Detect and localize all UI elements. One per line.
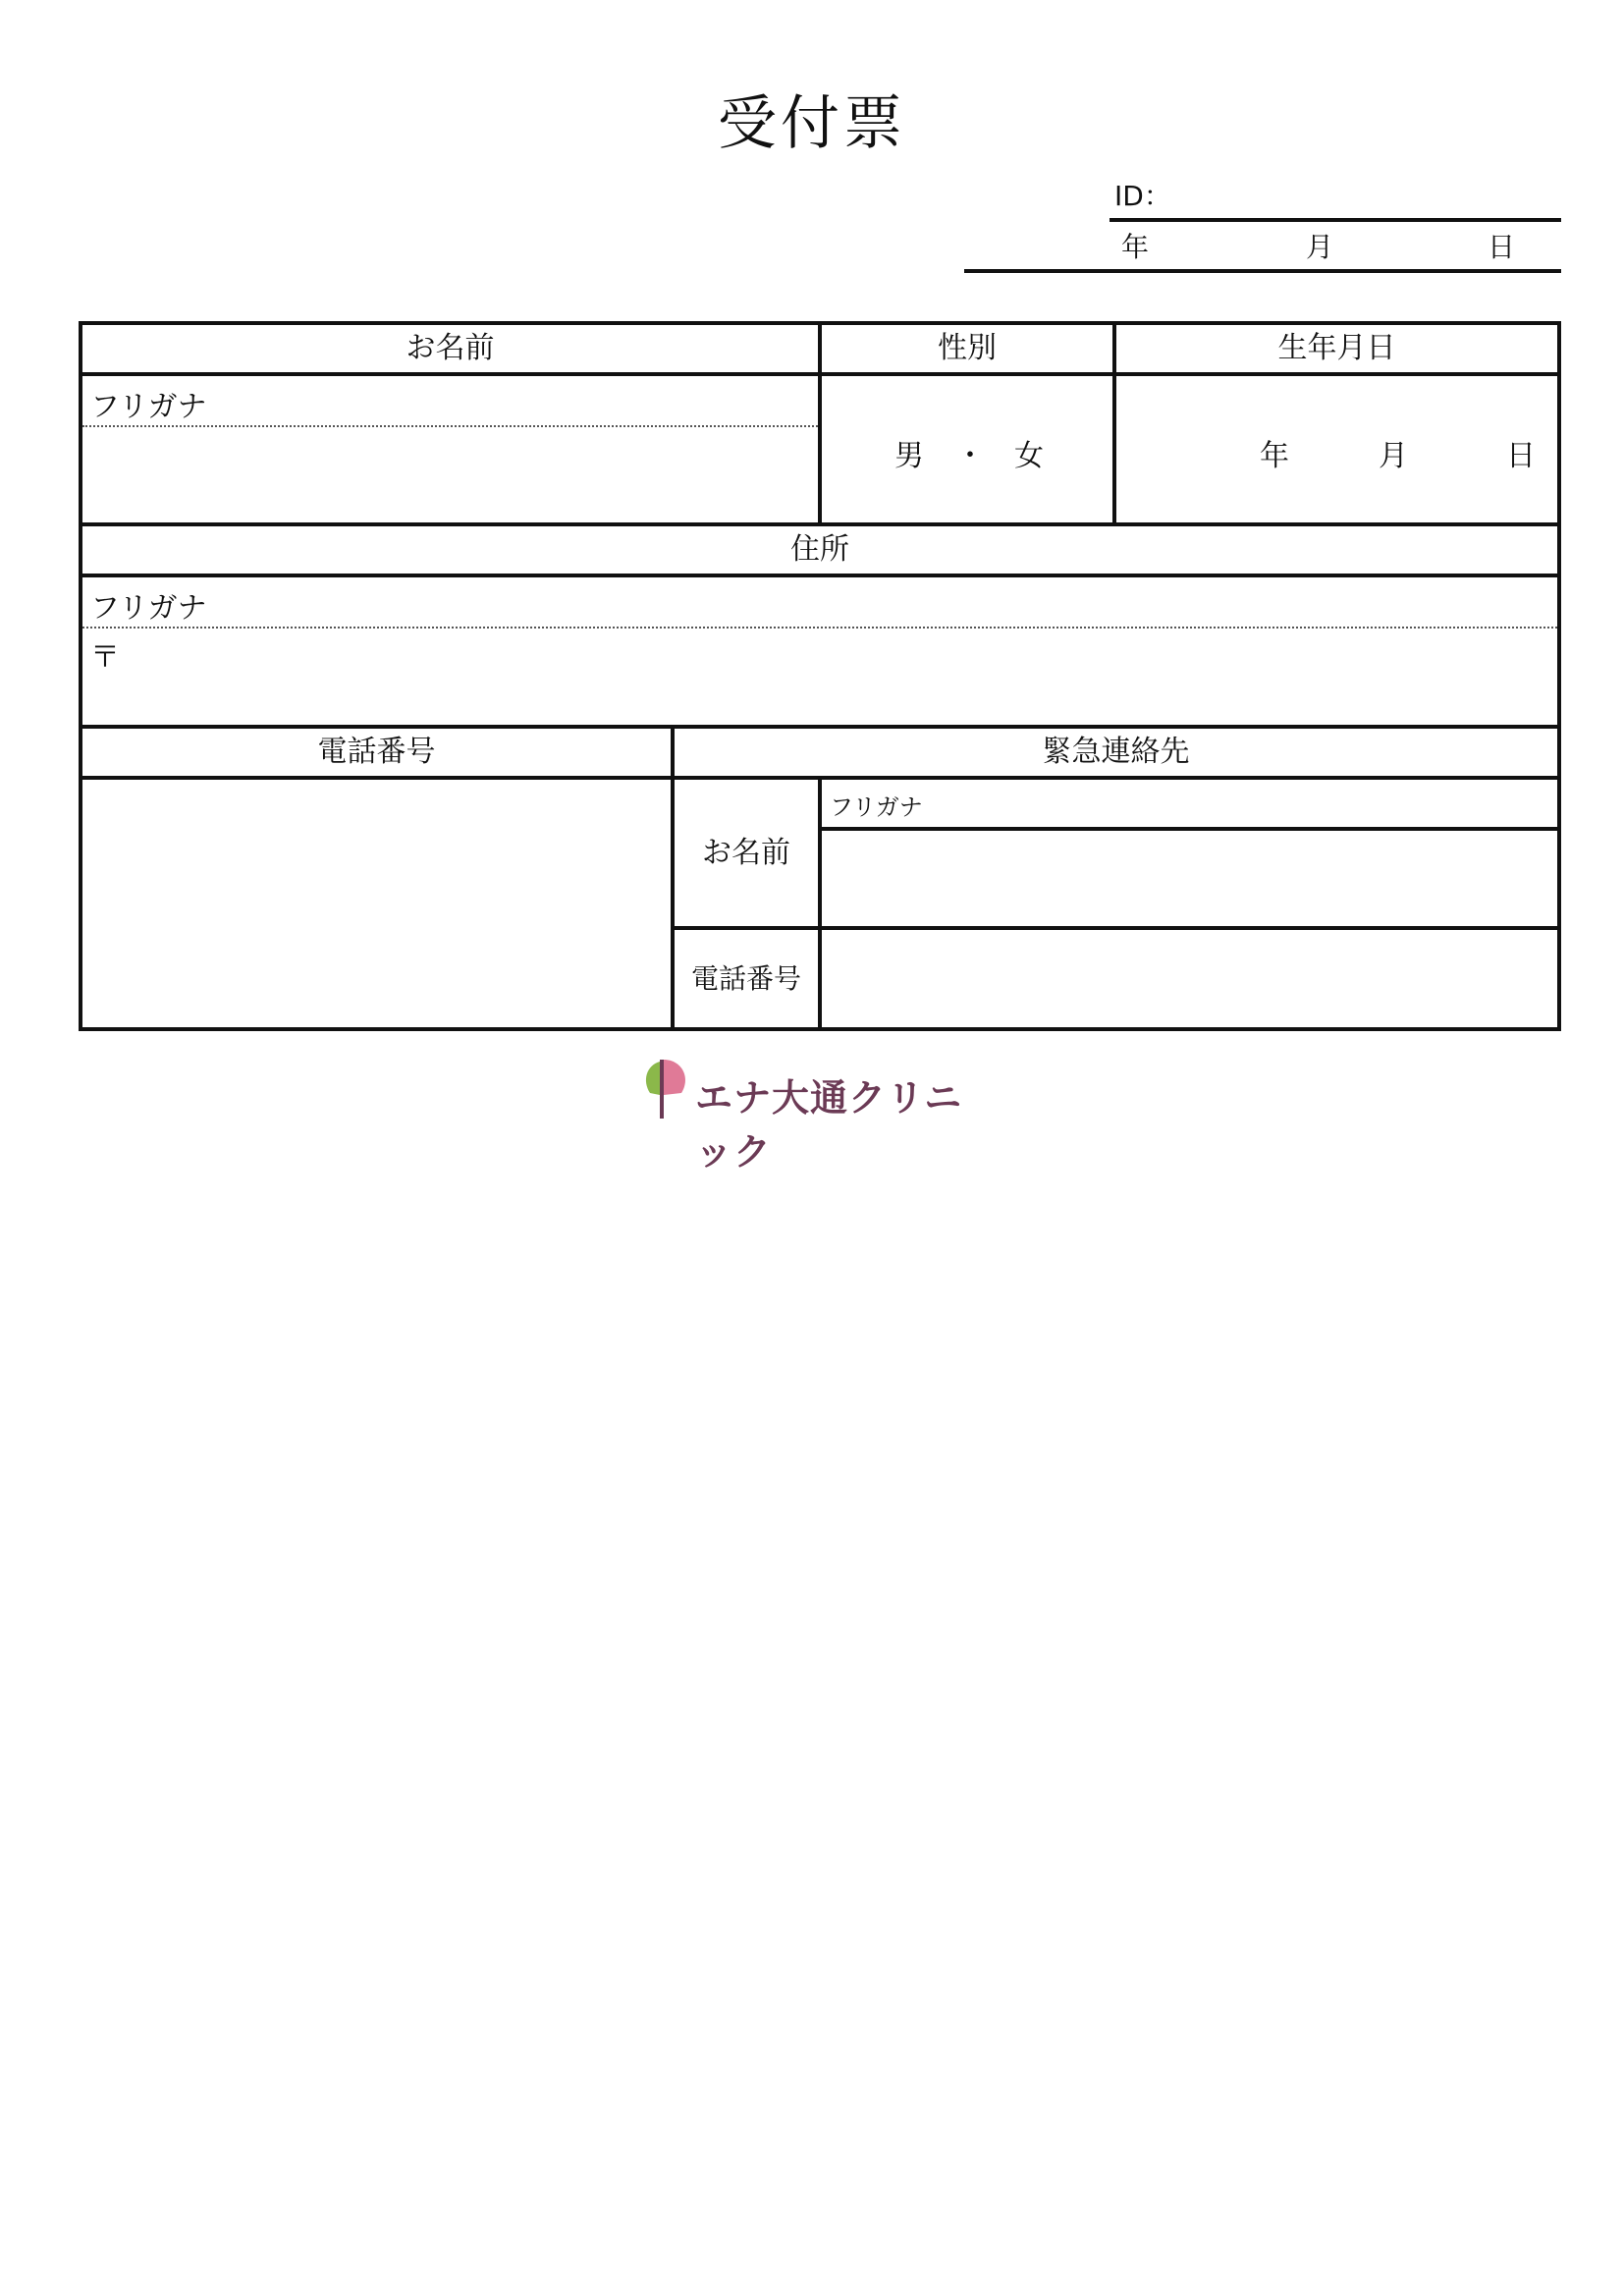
emergency-furigana-cell[interactable]	[818, 776, 1561, 831]
emergency-phone-label-cell	[671, 926, 822, 1031]
emergency-phone-input-cell[interactable]	[818, 926, 1561, 1031]
id-underline	[1110, 218, 1561, 222]
emergency-header: 緊急連絡先	[1042, 735, 1190, 769]
gender-male[interactable]: 男	[894, 439, 924, 473]
birth-header-cell	[1112, 321, 1561, 376]
date-day-label: 日	[1488, 231, 1516, 263]
name-furigana-label: フリガナ	[90, 390, 207, 424]
phone-header: 電話番号	[317, 735, 436, 769]
address-header: 住所	[790, 532, 849, 567]
gender-header-cell	[818, 321, 1116, 376]
date-year-label: 年	[1121, 231, 1150, 263]
gender-female[interactable]: 女	[1014, 439, 1044, 473]
address-header-cell	[79, 522, 1561, 577]
tree-leaf-logo-icon	[638, 1056, 693, 1121]
gender-input-cell[interactable]	[818, 372, 1116, 526]
birth-month-label: 月	[1379, 439, 1408, 473]
emergency-header-cell	[671, 725, 1561, 780]
name-header: お名前	[406, 331, 495, 365]
gender-header: 性別	[938, 331, 997, 365]
clinic-logo	[638, 1056, 992, 1174]
id-label: ID：	[1114, 180, 1171, 212]
date-underline	[964, 269, 1561, 273]
name-header-cell	[79, 321, 822, 376]
address-furigana-divider	[82, 627, 1557, 629]
gender-separator: ・	[955, 439, 985, 473]
page-title: 受付票	[718, 89, 906, 158]
address-input-cell[interactable]	[79, 574, 1561, 729]
date-month-label: 月	[1306, 231, 1334, 263]
name-input-cell[interactable]	[79, 372, 822, 526]
birth-year-label: 年	[1260, 439, 1289, 473]
name-furigana-divider	[82, 425, 818, 427]
postal-mark: 〒	[90, 640, 120, 675]
emergency-name-input-cell[interactable]	[818, 827, 1561, 930]
emergency-name-label: お名前	[702, 836, 790, 870]
clinic-name: エナ大通クリニック	[695, 1076, 963, 1174]
phone-input-cell[interactable]	[79, 776, 675, 1031]
birth-day-label: 日	[1506, 439, 1536, 473]
phone-header-cell	[79, 725, 675, 780]
birth-input-cell[interactable]	[1112, 372, 1561, 526]
emergency-phone-label: 電話番号	[690, 962, 801, 995]
address-furigana-label: フリガナ	[90, 591, 207, 626]
birth-header: 生年月日	[1277, 331, 1396, 365]
emergency-furigana-label: フリガナ	[830, 793, 923, 821]
emergency-name-label-cell	[671, 776, 822, 930]
